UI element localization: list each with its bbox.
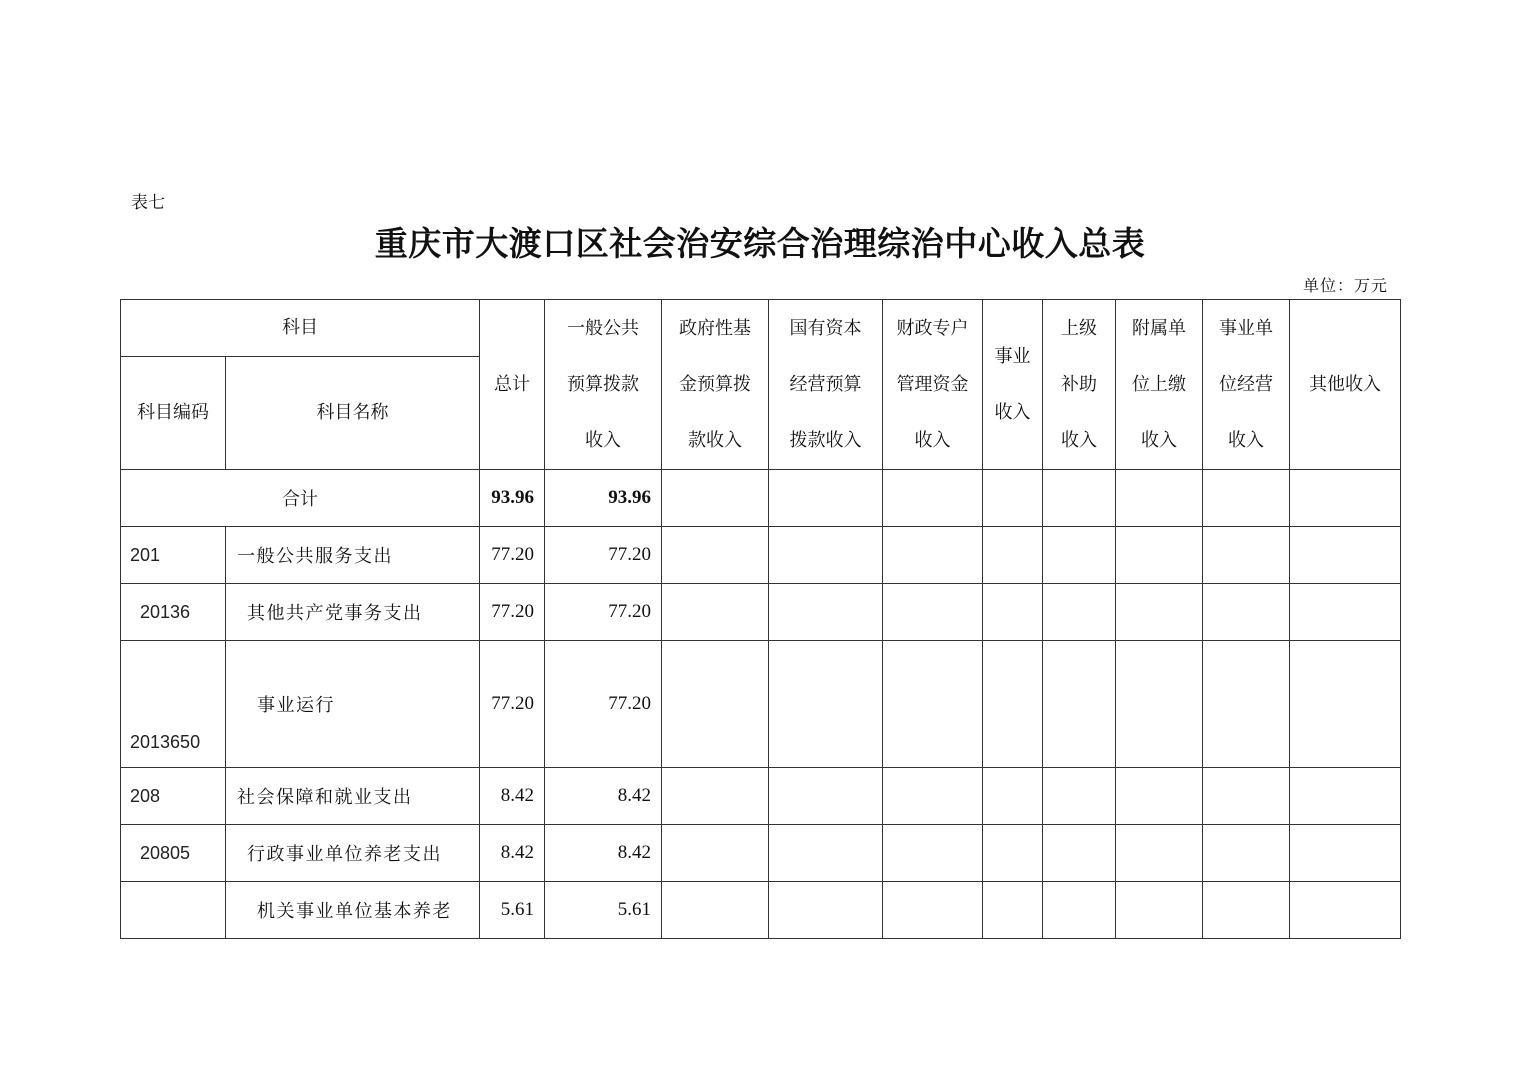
row-total-value: 77.20: [480, 527, 545, 584]
row-code: 20136: [121, 584, 226, 641]
row-total-value: 8.42: [480, 825, 545, 882]
row-total-label: 合计: [121, 470, 480, 527]
row-total-value: 5.61: [480, 882, 545, 939]
row-general-value: 5.61: [545, 882, 662, 939]
row-name: 机关事业单位基本养老: [226, 882, 480, 939]
header-subject-code: 科目编码: [121, 357, 226, 470]
row-name: 行政事业单位养老支出: [226, 825, 480, 882]
row-total-value: 77.20: [480, 641, 545, 768]
table-row-total: [121, 470, 1401, 527]
income-summary-table: [120, 299, 1401, 939]
row-general-value: 77.20: [545, 641, 662, 768]
unit-label: 单位：万元: [1302, 276, 1388, 295]
header-affiliated: 附属单 位上缴 收入: [1116, 300, 1203, 470]
row-name: 事业运行: [226, 641, 480, 768]
header-state-capital: 国有资本 经营预算 拨款收入: [769, 300, 883, 470]
table-row: [121, 527, 1401, 584]
table-row: [121, 768, 1401, 825]
header-other-income: 其他收入: [1290, 300, 1401, 470]
header-business-income: 事业 收入: [983, 300, 1043, 470]
header-subject-group: 科目: [121, 300, 480, 357]
table-label: 表七: [131, 193, 165, 213]
header-subject-name: 科目名称: [226, 357, 480, 470]
row-general-value: 77.20: [545, 584, 662, 641]
header-fiscal-special: 财政专户 管理资金 收入: [883, 300, 983, 470]
header-total: 总计: [480, 300, 545, 470]
table-row: [121, 641, 1401, 768]
row-code: 208: [121, 768, 226, 825]
row-code: 20805: [121, 825, 226, 882]
row-code: 201: [121, 527, 226, 584]
row-total-value: 93.96: [480, 470, 545, 527]
table-row: [121, 584, 1401, 641]
row-general-value: 8.42: [545, 768, 662, 825]
table-row: [121, 825, 1401, 882]
row-general-value: 93.96: [545, 470, 662, 527]
row-general-value: 77.20: [545, 527, 662, 584]
row-code: 2013650: [121, 641, 226, 768]
header-business-operation: 事业单 位经营 收入: [1203, 300, 1290, 470]
row-total-value: 8.42: [480, 768, 545, 825]
row-name: 一般公共服务支出: [226, 527, 480, 584]
table-row: [121, 882, 1401, 939]
row-code: [121, 882, 226, 939]
header-gov-fund: 政府性基 金预算拨 款收入: [662, 300, 769, 470]
header-superior-subsidy: 上级 补助 收入: [1043, 300, 1116, 470]
row-total-value: 77.20: [480, 584, 545, 641]
row-name: 社会保障和就业支出: [226, 768, 480, 825]
row-name: 其他共产党事务支出: [226, 584, 480, 641]
row-general-value: 8.42: [545, 825, 662, 882]
page-title: 重庆市大渡口区社会治安综合治理综治中心收入总表: [374, 224, 1146, 263]
header-general-budget: 一般公共 预算拨款 收入: [545, 300, 662, 470]
